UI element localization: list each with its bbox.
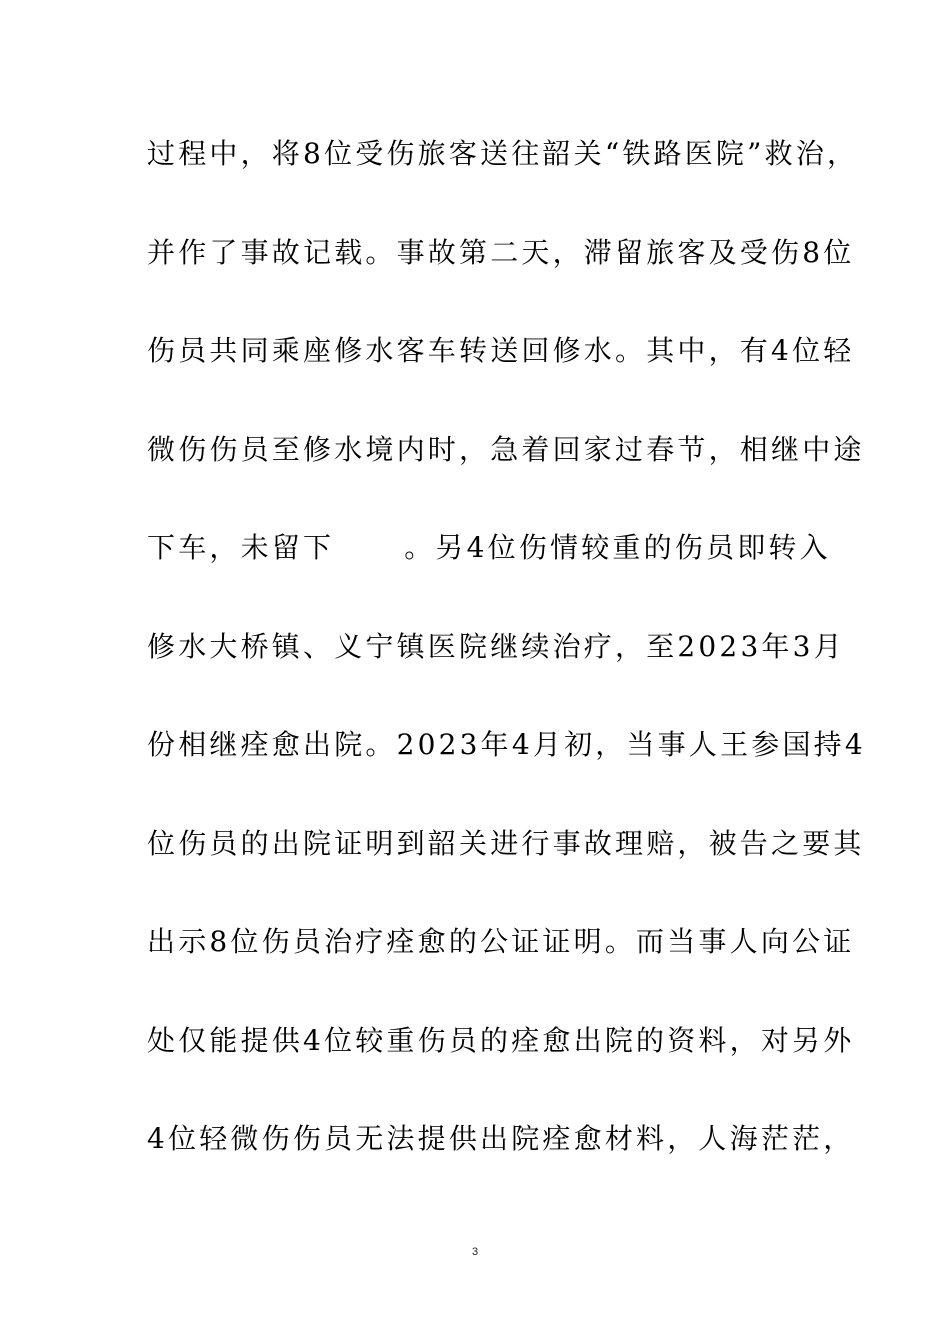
text-line-6: 修水大桥镇、义宁镇医院继续治疗，至2023年3月 bbox=[147, 629, 845, 663]
text-line-5 bbox=[147, 518, 831, 617]
text-line-8: 位伤员的出院证明到韶关进行事故理赔，被告之要其 bbox=[147, 826, 865, 860]
body-text bbox=[147, 124, 866, 1208]
text-line-10: 处仅能提供4位较重伤员的痊愈出院的资料，对另外 bbox=[147, 1023, 855, 1057]
text-line-2: 并作了事故记载。事故第二天，滞留旅客及受伤8位 bbox=[147, 235, 855, 269]
text-line-4: 微伤伤员至修水境内时，急着回家过春节，相继中途 bbox=[147, 432, 865, 466]
text-line-9: 出示8位伤员治疗痊愈的公证证明。而当事人向公证 bbox=[147, 925, 855, 958]
page-number: 3 bbox=[471, 1246, 479, 1258]
text-line-5-part-1: 下车，未留下 bbox=[147, 531, 335, 564]
text-line-3: 伤员共同乘座修水客车转送回修水。其中，有4位轻 bbox=[147, 334, 855, 367]
text-line-5-part-2: 。另4位伤情较重的伤员即转入 bbox=[404, 531, 831, 564]
text-line-7: 份相继痊愈出院。2023年4月初，当事人王参国持4 bbox=[147, 728, 866, 761]
text-line-1: 过程中，将8位受伤旅客送往韶关“铁路医院”救治， bbox=[147, 137, 859, 170]
text-line-11: 4位轻微伤伤员无法提供出院痊愈材料，人海茫茫， bbox=[147, 1122, 855, 1155]
